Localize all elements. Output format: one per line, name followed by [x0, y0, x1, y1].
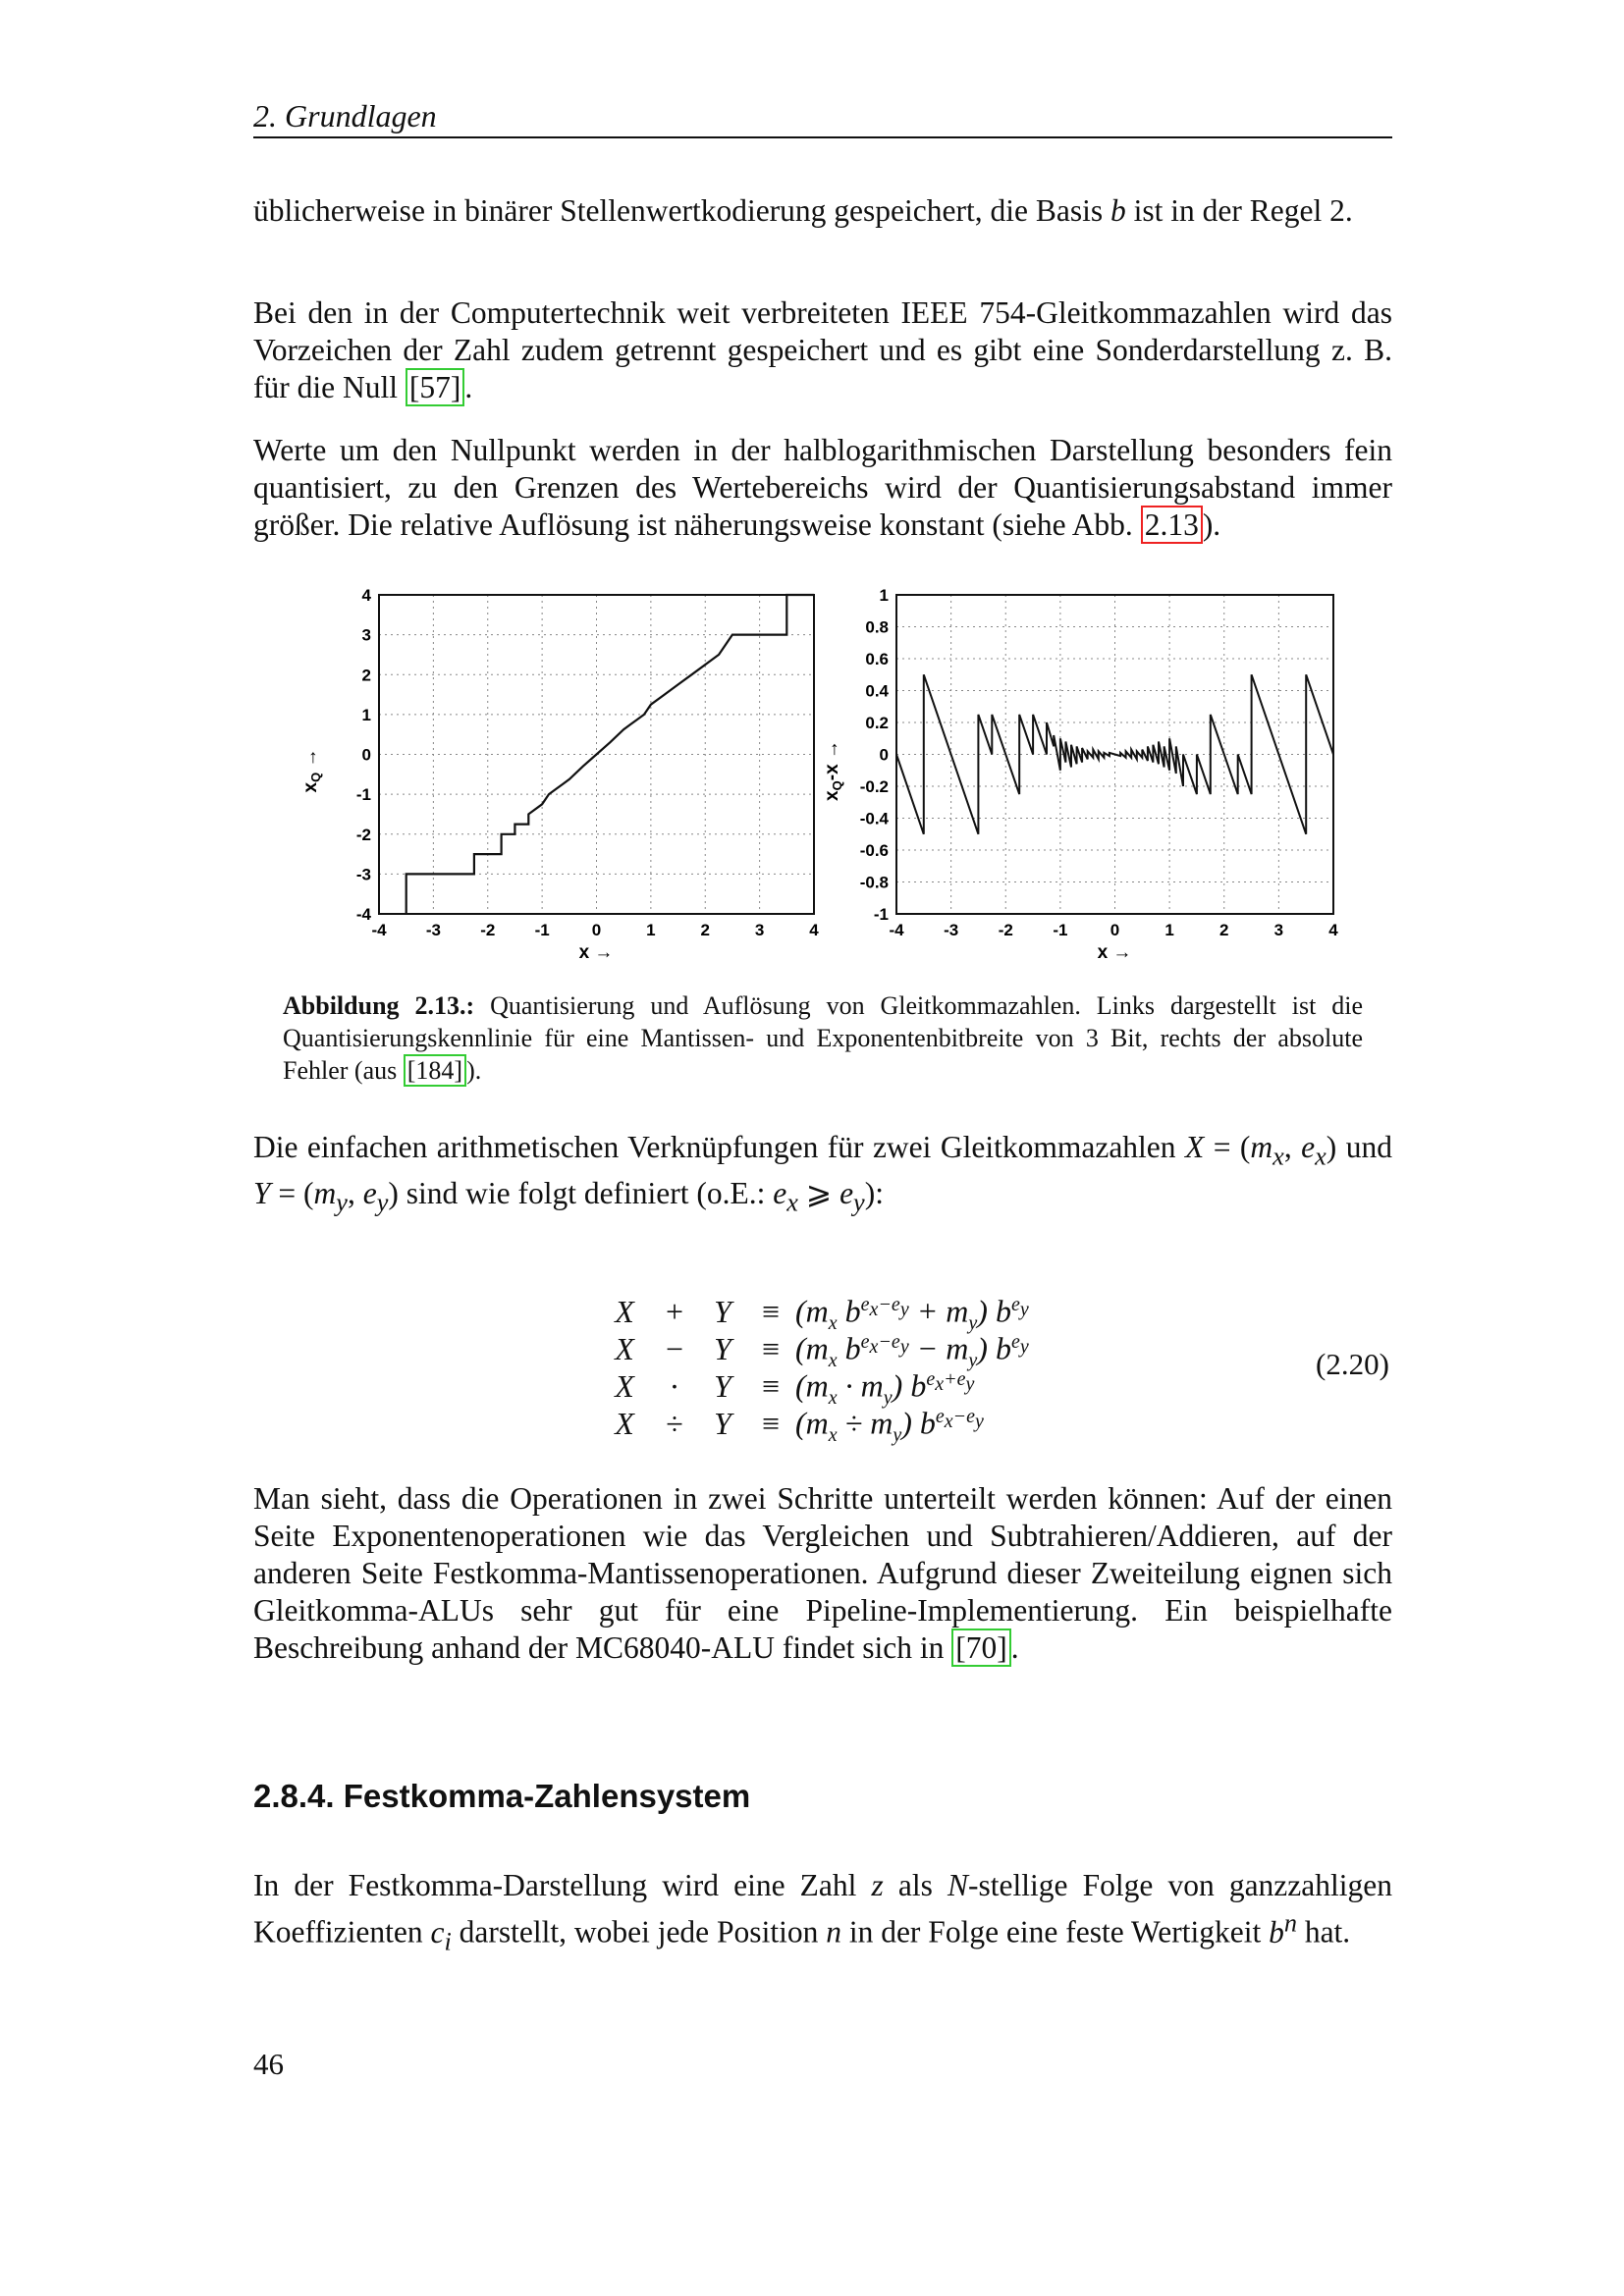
- y-tick-label: 4: [361, 586, 371, 605]
- figure-caption: Abbildung 2.13.: Quantisierung und Auflösung von Gleitkommazahlen. Links dargestellt ist die Quantisierungskennlinie für eine Mantissen- und Exponentenbitbreite von 3 Bit, rechts der absolute Fehler (aus [184] ).: [283, 991, 1364, 1085]
- equation-block: [599, 1286, 1286, 1447]
- x-tick-label: -2: [480, 921, 496, 939]
- x-tick-label: 2: [1219, 921, 1229, 939]
- y-tick-label: -3: [355, 865, 371, 884]
- x-tick-label: -1: [534, 921, 550, 939]
- y-tick-label: 0: [879, 745, 889, 765]
- paragraph-4: Die einfachen arithmetischen Verknüpfungen für zwei Gleitkommazahlen $X = (m_x$, $e_x$) und $Y = (m_y$, $e_y$) sind wie folgt definiert (o.E.: $e_x$ ⩾ $e_y$):: [253, 1130, 1392, 1217]
- paragraph-5: Man sieht, dass die Operationen in zwei Schritte unterteilt werden können: Auf der einen Seite Exponentenoperationen wie das Vergleichen und Subtrahieren/Addieren, auf der anderen Seite Festkomma-Mantissenoperationen. Aufgrund dieser Zweiteilung eignen sich Gleitkomma-ALUs sehr gut für eine Pipeline-Implementierung. Ein beispielhafte Beschreibung anhand der MC68040-ALU findet sich in [70] .: [253, 1481, 1392, 1665]
- x-tick-label: 4: [1328, 921, 1338, 939]
- y-tick-label: 0.8: [865, 617, 889, 637]
- y-tick-label: -2: [355, 825, 371, 844]
- equation-row-add: X + Y ≡ ($m_x$ $b^{e_x-e_y} + m_y$) $b^{e_y}$: [615, 1293, 1029, 1335]
- equation-row-mul: X · Y ≡ $(m_x \cdot m_y)$ $b^{e_x+e_y}$: [615, 1367, 975, 1410]
- equation-row-sub: X − Y ≡ ($m_x$ $b^{e_x-e_y} - m_y$) $b^{e_y}$: [615, 1330, 1029, 1372]
- paragraph-1: üblicherweise in binärer Stellenwertkodierung gespeichert, die Basis b ist in der Regel 2.: [253, 193, 1353, 228]
- x-tick-label: 4: [809, 921, 819, 939]
- x-axis-label: x →: [578, 942, 614, 963]
- x-tick-label: -3: [425, 921, 441, 939]
- x-tick-label: -4: [371, 921, 387, 939]
- y-tick-label: 3: [361, 625, 371, 645]
- x-tick-labels: [371, 921, 819, 939]
- y-tick-label: -0.2: [859, 777, 889, 796]
- figure-link[interactable]: 2.13: [1141, 506, 1203, 544]
- paragraph-3: Werte um den Nullpunkt werden in der halblogarithmischen Darstellung besonders fein quantisiert, zu den Grenzen des Wertebereichs wird der Quantisierungsabstand immer größer. Die relative Auflösung ist näherungsweise konstant (siehe Abb. 2.13 ).: [253, 433, 1392, 542]
- y-tick-label: 0.6: [865, 650, 889, 668]
- section-heading: 2.8.4. Festkomma-Zahlensystem: [253, 1778, 751, 1814]
- y-axis-label: $x_Q$ →: [300, 748, 323, 793]
- page-number: 46: [253, 2047, 284, 2081]
- x-tick-label: -1: [1053, 921, 1068, 939]
- x-tick-labels: [889, 921, 1338, 939]
- quantization-chart: [295, 579, 825, 972]
- y-tick-label: 1: [879, 586, 889, 605]
- y-tick-label: -0.6: [859, 841, 889, 860]
- header-rule: [253, 136, 1392, 138]
- x-tick-label: 1: [1164, 921, 1174, 939]
- running-title: 2. Grundlagen: [253, 98, 437, 133]
- y-tick-label: -4: [355, 905, 371, 924]
- x-tick-label: 1: [646, 921, 656, 939]
- x-tick-label: -4: [889, 921, 904, 939]
- x-tick-label: 3: [754, 921, 765, 939]
- y-tick-label: -1: [355, 785, 371, 805]
- y-tick-label: -0.8: [859, 873, 889, 892]
- equation-number: (2.20): [1316, 1347, 1389, 1381]
- citation-link[interactable]: [57]: [406, 368, 464, 406]
- x-tick-label: 2: [700, 921, 710, 939]
- x-tick-label: -3: [944, 921, 959, 939]
- x-tick-label: 3: [1273, 921, 1284, 939]
- caption-label: Abbildung 2.13.:: [283, 991, 475, 1020]
- y-tick-label: -1: [873, 905, 889, 924]
- x-tick-label: -2: [998, 921, 1013, 939]
- x-tick-label: 0: [591, 921, 602, 939]
- y-tick-label: -0.4: [859, 809, 889, 828]
- x-tick-label: 0: [1110, 921, 1120, 939]
- y-tick-label: 0.4: [865, 681, 889, 701]
- y-tick-labels: [860, 586, 890, 924]
- x-axis-label: x →: [1097, 942, 1132, 963]
- absolute-error-chart: [820, 579, 1350, 972]
- y-tick-labels: [356, 586, 372, 924]
- y-tick-label: 0: [361, 745, 371, 765]
- equation-row-div: X ÷ Y ≡ $(m_x \div m_y)$ $b^{e_x-e_y}$: [615, 1405, 984, 1447]
- y-tick-label: 1: [361, 705, 371, 724]
- paragraph-6: In der Festkomma-Darstellung wird eine Zahl z als N-stellige Folge von ganzzahligen Koeffizienten $c_i$ darstellt, wobei jede Position n in der Folge eine feste Wertigkeit $b^n$ hat.: [253, 1868, 1392, 1955]
- paragraph-2: Bei den in der Computertechnik weit verbreiteten IEEE 754-Gleitkommazahlen wird das Vorzeichen der Zahl zudem getrennt gespeichert und es gibt eine Sonderdarstellung z. B. für die Null [57] .: [253, 295, 1392, 404]
- y-tick-label: 2: [361, 666, 371, 685]
- y-tick-label: 0.2: [865, 714, 889, 732]
- citation-link[interactable]: [70]: [951, 1629, 1010, 1667]
- y-axis-label: $x_Q-x$ →: [822, 740, 844, 801]
- citation-link[interactable]: [184]: [404, 1054, 466, 1087]
